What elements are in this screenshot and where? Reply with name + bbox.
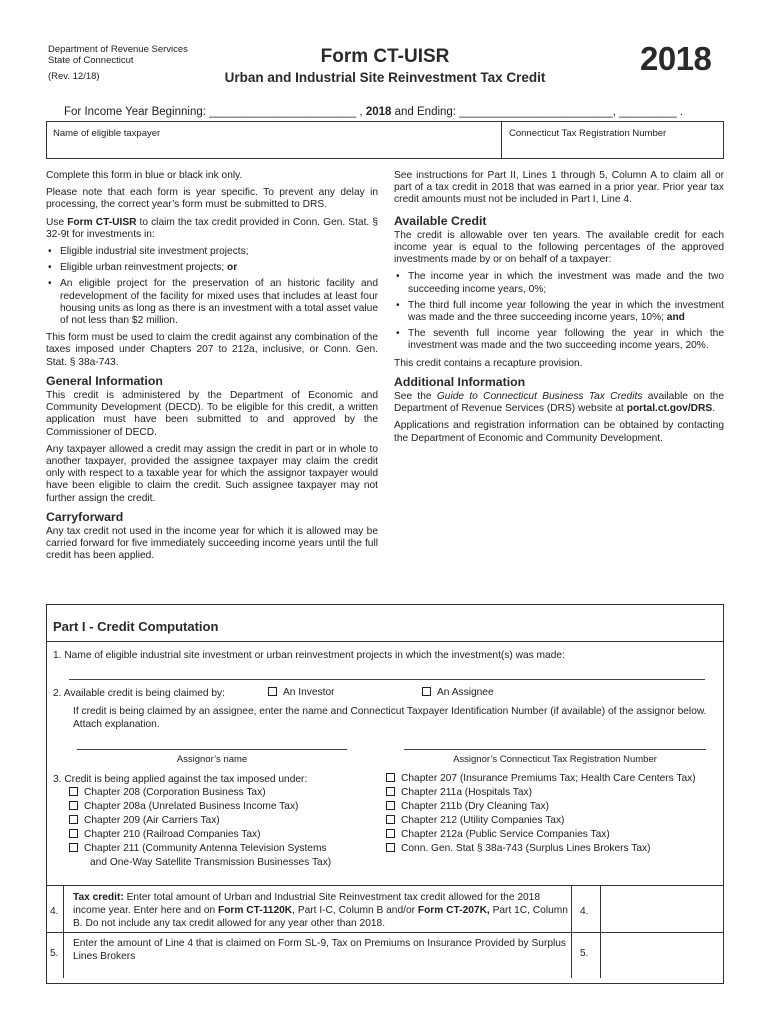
line5-right-number-cell	[571, 932, 601, 978]
investment-list	[46, 246, 378, 327]
checkbox[interactable]	[386, 801, 395, 810]
part1-title: Part I - Credit Computation	[53, 619, 219, 634]
percentage-list	[394, 271, 724, 352]
dept-name: Department of Revenue Services	[48, 44, 188, 55]
checkbox[interactable]	[69, 801, 78, 810]
list-item: • The income year in which the investment was made and the two succeeding income years, 0%;	[396, 271, 724, 295]
checkbox[interactable]	[386, 815, 395, 824]
part1-header	[47, 605, 723, 642]
state-name: State of Connecticut	[48, 55, 134, 66]
list-item: • The third full income year following the year in which the investment was made and the three succeeding income years, 10%; and	[396, 299, 724, 324]
instructions-left-column	[46, 170, 378, 568]
use-form-para: Use Form CT-UISR to claim the tax credit provided in Conn. Gen. Stat. § 32-9t for investments in:	[46, 216, 378, 240]
assign-para: Any taxpayer allowed a credit may assign the credit in part or in whole to another taxpayer, provided the assignee taxpayer may claim the credit only with respect to a taxable year for which the assignor taxpayer would have been eligible to claim the credit. Such assignee taxpayer may not further assign the credit.	[46, 443, 378, 504]
line1-label: 1. Name of eligible industrial site investment or urban reinvestment projects in which the investment(s) was made:	[53, 650, 565, 661]
checkbox[interactable]	[69, 787, 78, 796]
line4-right-number-cell	[571, 886, 601, 932]
line5-row	[47, 932, 723, 978]
chapter-211a-option[interactable]: Chapter 211a (Hospitals Tax)	[386, 787, 532, 798]
chapter-208a-option[interactable]: Chapter 208a (Unrelated Business Income Tax)	[69, 801, 298, 812]
ink-note: Complete this form in blue or black ink only.	[46, 170, 243, 181]
instructions-right-column	[394, 170, 724, 450]
chapter-209-option[interactable]: Chapter 209 (Air Carriers Tax)	[69, 815, 220, 826]
chapter-207-option[interactable]: Chapter 207 (Insurance Premiums Tax; Health Care Centers Tax)	[386, 773, 696, 784]
year-specific-note: Please note that each form is year specific. To prevent any delay in processing, the correct year’s form must be submitted to DRS.	[46, 187, 378, 211]
chapter-210-option[interactable]: Chapter 210 (Railroad Companies Tax)	[69, 829, 260, 840]
revision: (Rev. 12/18)	[48, 71, 100, 82]
chapter-208-option[interactable]: Chapter 208 (Corporation Business Tax)	[69, 787, 266, 798]
investor-option[interactable]: An Investor	[268, 687, 335, 698]
line1-project-field[interactable]	[69, 679, 705, 680]
line3-label: 3. Credit is being applied against the tax imposed under:	[53, 774, 308, 785]
available-credit-heading: Available Credit	[394, 213, 487, 228]
surplus-lines-option[interactable]: Conn. Gen. Stat § 38a-743 (Surplus Lines Brokers Tax)	[386, 843, 651, 854]
chapter-211b-option[interactable]: Chapter 211b (Dry Cleaning Tax)	[386, 801, 549, 812]
form-subtitle: Urban and Industrial Site Reinvestment Tax Credit	[224, 70, 546, 85]
chapter-211-option[interactable]: Chapter 211 (Community Antenna Television Systems	[69, 843, 327, 854]
investor-checkbox[interactable]	[268, 687, 277, 696]
assignor-reg-field[interactable]	[404, 749, 706, 750]
assignor-name-field[interactable]	[77, 749, 347, 750]
list-item: • Eligible urban reinvestment projects; or	[48, 262, 238, 274]
checkbox[interactable]	[386, 829, 395, 838]
decd-para: This credit is administered by the Department of Economic and Community Development (DECD). To be eligible for this credit, a written application must have been submitted to and approved by the Commissioner of DECD.	[46, 390, 378, 438]
assignee-option[interactable]: An Assignee	[422, 687, 494, 698]
allowable-para: The credit is allowable over ten years. The available credit for each income year is equal to the following percentages of the approved investments made by or on behalf of a taxpayer:	[394, 229, 724, 266]
income-year-bold: 2018	[365, 106, 392, 118]
line4-right-number: 4.	[580, 906, 589, 917]
list-item: • Eligible industrial site investment projects;	[48, 246, 249, 258]
checkbox[interactable]	[386, 843, 395, 852]
drs-link[interactable]: portal.ct.gov/DRS	[626, 403, 713, 415]
checkbox[interactable]	[386, 787, 395, 796]
checkbox[interactable]	[386, 773, 395, 782]
income-year-prefix: For Income Year Beginning:	[64, 106, 210, 118]
tax-registration-field[interactable]: Connecticut Tax Registration Number	[509, 128, 667, 139]
assignor-reg-label: Assignor’s Connecticut Tax Registration Number	[453, 754, 657, 765]
end-year-field[interactable]: _________	[619, 106, 677, 118]
taxpayer-name-field[interactable]: Name of eligible taxpayer	[53, 128, 161, 139]
carryforward-heading: Carryforward	[46, 509, 124, 524]
chapter-212-option[interactable]: Chapter 212 (Utility Companies Tax)	[386, 815, 564, 826]
taxbox-divider	[501, 122, 502, 158]
additional-info-heading: Additional Information	[394, 374, 526, 389]
income-year-line	[64, 106, 683, 118]
taxpayer-box	[46, 121, 724, 159]
assignee-note: If credit is being claimed by an assignee, enter the name and Connecticut Taxpayer Identification Number (if available) of the assignor below. Attach explanation.	[73, 706, 707, 730]
prior-year-para: See instructions for Part II, Lines 1 through 5, Column A to claim all or part of a tax credit in 2018 that was earned in a prior year. Prior year tax credit amounts must not be included in Part I, Line 4.	[394, 170, 724, 206]
checkbox[interactable]	[69, 815, 78, 824]
line4-number-cell	[47, 886, 64, 932]
line5-number: 5.	[50, 948, 59, 959]
chapters-para: This form must be used to claim the credit against any combination of the taxes imposed under Chapters 207 to 212a, inclusive, or Conn. Gen. Stat. § 38a-743.	[46, 332, 378, 368]
line5-amount-field[interactable]	[600, 932, 723, 978]
recapture-para: This credit contains a recapture provision.	[394, 357, 583, 369]
line4-text: Tax credit: Enter total amount of Urban and Industrial Site Reinvestment tax credit allowed for the 2018 income year. Enter here and on Form CT-1120K, Part I-C, Column B and/or Form CT-207K, Part 1C, Column B. Do not include any tax credit allowed for any year other than 2018.	[73, 892, 568, 929]
line4-amount-field[interactable]	[600, 886, 723, 932]
checkbox[interactable]	[69, 829, 78, 838]
end-period: .	[676, 106, 684, 118]
checkbox[interactable]	[69, 843, 78, 852]
carryforward-para: Any tax credit not used in the income year for which it is allowed may be carried forward for five immediately succeeding income years until the full credit has been applied.	[46, 526, 378, 562]
line5-number-cell	[47, 932, 64, 978]
general-info-heading: General Information	[46, 373, 163, 388]
guide-para: See the Guide to Connecticut Business Tax Credits available on the Department of Revenue Services (DRS) website at portal.ct.gov/DRS.	[394, 391, 724, 415]
line5-text: Enter the amount of Line 4 that is claimed on Form SL-9, Tax on Premiums on Insurance Provided by Surplus Lines Brokers	[73, 938, 567, 962]
form-year: 2018	[640, 40, 712, 77]
and-ending-label: and Ending:	[391, 106, 460, 118]
assignee-checkbox[interactable]	[422, 687, 431, 696]
form-title: Form CT-UISR	[320, 46, 450, 67]
list-item: • The seventh full income year following the year in which the investment was made and the two succeeding income years, 20%.	[396, 328, 724, 352]
line5-right-number: 5.	[580, 948, 589, 959]
assignor-name-label: Assignor’s name	[176, 754, 248, 765]
list-item: • An eligible project for the preservation of an historic facility and redevelopment of the facility for mixed uses that includes at least four housing units as long as there is an investment with a total asset value of not less than $2 million.	[48, 278, 378, 327]
part1-credit-computation	[46, 604, 724, 984]
income-year-sep: ,	[356, 106, 366, 118]
chapter-212a-option[interactable]: Chapter 212a (Public Service Companies Tax)	[386, 829, 610, 840]
contact-para: Applications and registration information can be obtained by contacting the Department of Economic and Community Development.	[394, 420, 724, 444]
line2-label: 2. Available credit is being claimed by:	[53, 688, 225, 699]
line4-row	[47, 885, 723, 933]
line4-number: 4.	[50, 906, 59, 917]
begin-date-field[interactable]: _______________________	[209, 106, 357, 118]
end-date-field[interactable]: ________________________	[459, 106, 613, 118]
end-sep: ,	[612, 106, 620, 118]
chapter-211-continued: and One-Way Satellite Transmission Businesses Tax)	[90, 857, 332, 868]
